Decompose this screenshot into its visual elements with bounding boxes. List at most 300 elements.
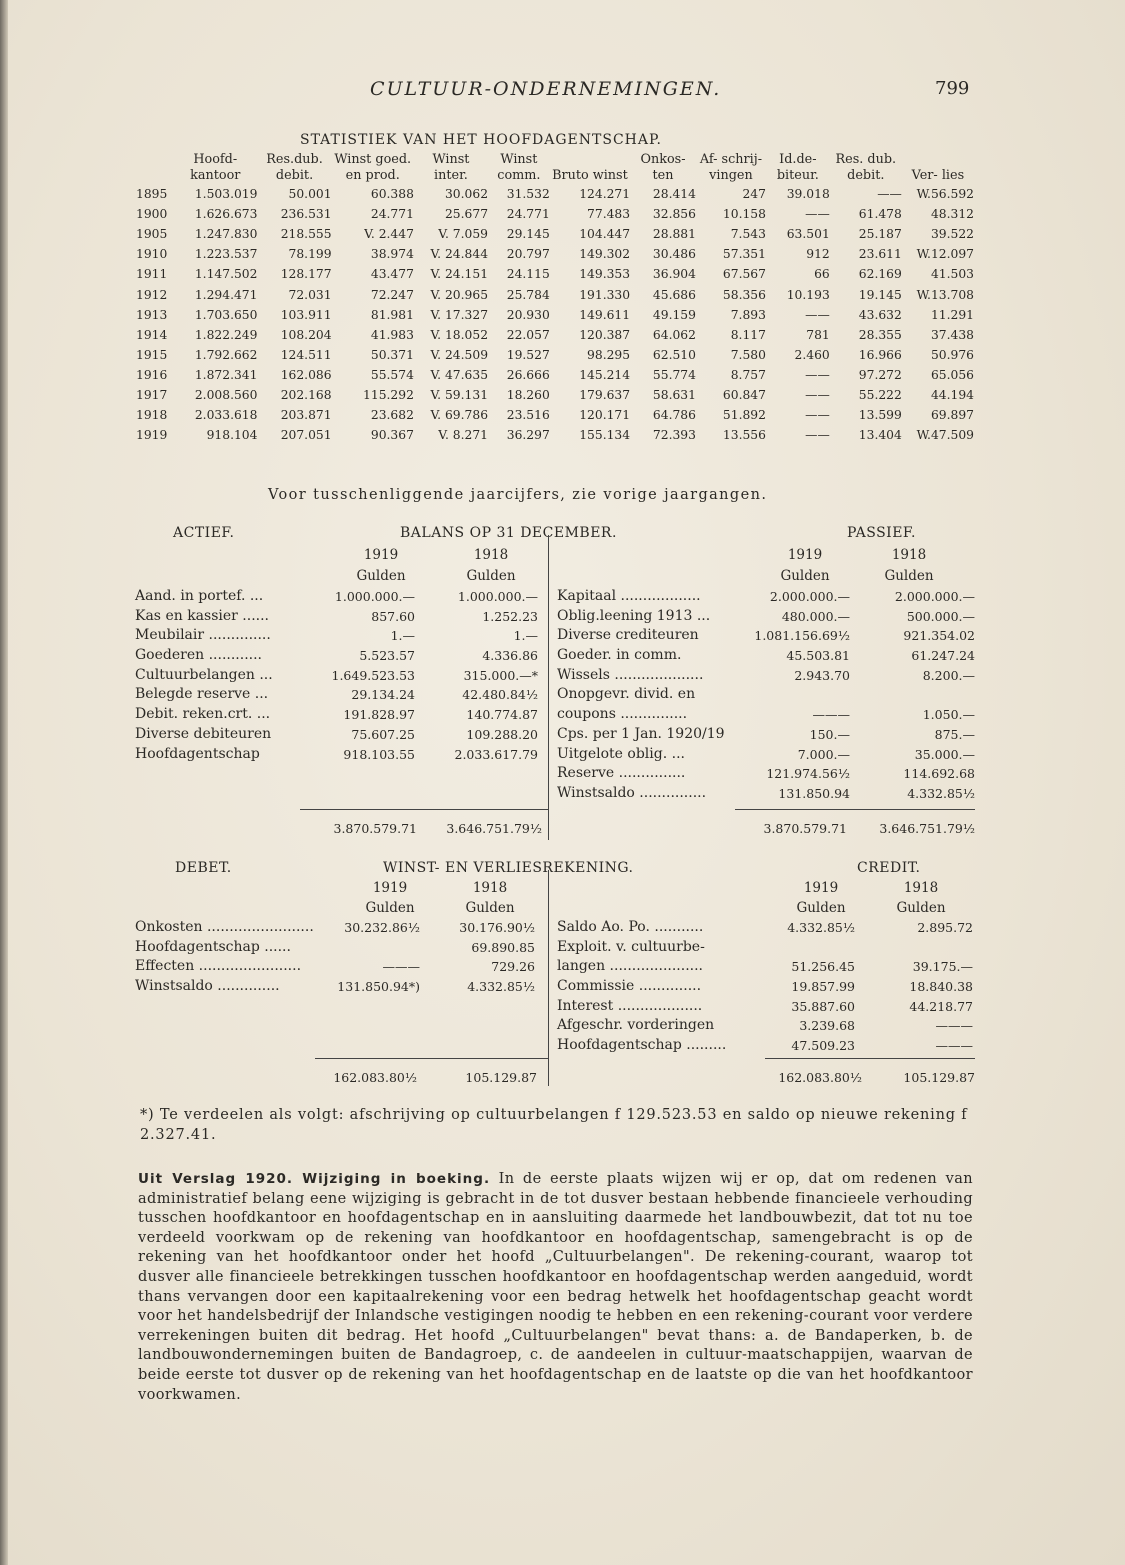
statistics-cell: 23.682 [370, 408, 414, 423]
passief-label: Onopgevr. divid. en [557, 686, 696, 703]
balance-center-rule [548, 535, 549, 840]
passief-row [557, 784, 975, 804]
balance-left-unit-1918: Gulden [466, 568, 516, 584]
statistics-cell: 162.086 [280, 367, 332, 382]
passief-label: Uitgelote oblig. ... [557, 745, 685, 762]
statistics-cell: W.56.592 [916, 187, 974, 202]
credit-value-1919: 35.887.60 [791, 998, 855, 1014]
statistics-year-cell: 1895 [136, 187, 168, 202]
passief-label: Winstsaldo ............... [557, 784, 707, 801]
statistics-year-cell: 1912 [136, 287, 168, 302]
statistics-cell: W.12.097 [916, 247, 974, 262]
actief-row [135, 626, 540, 646]
passief-label: Wissels .................... [557, 666, 704, 683]
passief-value-1918: 875.— [934, 726, 975, 742]
statistics-cell: —— [805, 387, 830, 402]
statistics-row [136, 264, 974, 284]
statistics-cell: 1.247.830 [194, 227, 258, 242]
passief-label: Oblig.leening 1913 ... [557, 607, 711, 624]
passief-row [557, 666, 975, 686]
statistics-cell: 41.503 [930, 267, 974, 282]
statistics-cell: 2.033.618 [194, 408, 258, 423]
passief-row [557, 745, 975, 765]
statistics-header-row [136, 152, 974, 184]
passief-value-1919: 45.503.81 [786, 648, 850, 664]
statistics-year-cell: 1905 [136, 227, 168, 242]
statistics-cell: 207.051 [280, 428, 332, 443]
statistics-cell: 149.302 [579, 247, 631, 262]
statistics-cell: 24.771 [370, 207, 414, 222]
statistics-cell: 10.158 [722, 207, 766, 222]
actief-label: Meubilair .............. [135, 627, 271, 644]
statistics-cell: 66 [814, 267, 830, 282]
statistics-cell: 57.351 [722, 247, 766, 262]
statistics-year-cell: 1910 [136, 247, 168, 262]
pl-left-total-1918: 105.129.87 [465, 1070, 537, 1085]
statistics-col-header: Id.de- biteur. [776, 152, 819, 183]
statistics-cell: 55.774 [652, 367, 696, 382]
statistics-cell: 13.556 [722, 428, 766, 443]
balance-right-year-1919: 1919 [787, 547, 823, 563]
actief-value-1919: 75.607.25 [351, 726, 415, 742]
statistics-cell: —— [805, 428, 830, 443]
statistics-row [136, 204, 974, 224]
passief-row [557, 705, 975, 725]
credit-value-1919: 19.857.99 [791, 979, 855, 995]
statistics-cell: 912 [806, 247, 830, 262]
balance-left-year-1919: 1919 [363, 547, 399, 563]
pl-left-total-1919: 162.083.80½ [333, 1070, 417, 1085]
statistics-cell: 31.532 [506, 187, 550, 202]
passief-value-1919: 480.000.— [781, 608, 850, 624]
passief-value-1919: 131.850.94 [778, 785, 850, 801]
statistics-cell: 23.516 [506, 408, 550, 423]
statistics-cell: 203.871 [280, 408, 332, 423]
pl-right-year-1919: 1919 [803, 880, 839, 896]
pl-left-unit-1918: Gulden [465, 900, 515, 916]
passief-value-1918: 114.692.68 [903, 766, 975, 782]
debet-value-1918: 30.176.90½ [459, 920, 535, 935]
statistics-cell: 36.297 [506, 428, 550, 443]
statistics-cell: 63.501 [786, 227, 830, 242]
credit-value-1919: 47.509.23 [791, 1038, 855, 1054]
statistics-col-header: Ver- lies [911, 168, 965, 183]
passief-row [557, 725, 975, 745]
pl-credit-rows [557, 918, 975, 1056]
statistics-cell: 7.893 [730, 307, 766, 322]
statistics-cell: 8.757 [730, 367, 766, 382]
debet-value-1918: 69.890.85 [471, 939, 535, 955]
statistics-title: STATISTIEK VAN HET HOOFDAGENTSCHAP. [300, 132, 663, 148]
passief-row [557, 607, 975, 627]
pl-right-unit-1919: Gulden [796, 900, 846, 916]
passief-value-1918: 500.000.— [906, 608, 975, 624]
statistics-cell: 44.194 [930, 387, 974, 402]
statistics-cell: V. 8.271 [438, 428, 489, 443]
balance-right-total-1919: 3.870.579.71 [763, 821, 847, 836]
pl-title: WINST- EN VERLIESREKENING. [383, 860, 634, 876]
statistics-year-cell: 1915 [136, 347, 168, 362]
statistics-cell: 2.460 [794, 347, 830, 362]
balance-right-year-1918: 1918 [891, 547, 927, 563]
statistics-cell: 149.353 [579, 267, 631, 282]
statistics-cell: 23.611 [858, 247, 902, 262]
statistics-cell: 202.168 [280, 387, 332, 402]
statistics-cell: 49.159 [652, 307, 696, 322]
passief-label: Cps. per 1 Jan. 1920/19 [557, 725, 725, 742]
statistics-year-cell: 1900 [136, 207, 168, 222]
statistics-cell: 55.222 [858, 387, 902, 402]
debet-row [135, 957, 540, 977]
balance-left-unit-1919: Gulden [356, 568, 406, 584]
statistics-cell: 7.543 [730, 227, 766, 242]
statistics-cell: 61.478 [858, 207, 902, 222]
credit-value-1919: 3.239.68 [799, 1018, 855, 1034]
debet-label: Effecten ....................... [135, 958, 302, 975]
statistics-table [136, 152, 974, 445]
statistics-col-header: Res. dub. debit. [835, 152, 897, 183]
debet-row [135, 938, 540, 958]
statistics-cell: 108.204 [280, 327, 332, 342]
statistics-cell: 149.611 [579, 307, 631, 322]
pl-center-rule [548, 870, 549, 1086]
actief-value-1918: 315.000.—* [463, 667, 538, 683]
debet-label: Hoofdagentschap ...... [135, 938, 291, 955]
statistics-cell: 22.057 [506, 327, 550, 342]
statistics-cell: 120.387 [579, 327, 631, 342]
statistics-cell: 60.847 [722, 387, 766, 402]
actief-value-1918: 4.336.86 [482, 648, 538, 664]
statistics-cell: 78.199 [288, 247, 332, 262]
statistics-cell: 1.626.673 [194, 207, 258, 222]
debet-row [135, 977, 540, 997]
credit-value-1919: 4.332.85½ [787, 920, 855, 935]
balance-sheet [135, 525, 975, 845]
statistics-cell: 13.404 [858, 428, 902, 443]
statistics-body [136, 184, 974, 445]
passief-value-1919: 121.974.56½ [766, 766, 850, 782]
statistics-cell: 72.031 [288, 287, 332, 302]
pl-left-unit-1919: Gulden [365, 900, 415, 916]
statistics-cell: 43.477 [370, 267, 414, 282]
statistics-cell: 50.976 [930, 347, 974, 362]
statistics-cell: —— [805, 207, 830, 222]
statistics-cell: 26.666 [506, 367, 550, 382]
actief-row [135, 685, 540, 705]
statistics-cell: V. 18.052 [430, 327, 489, 342]
statistics-cell: 55.574 [370, 367, 414, 382]
actief-label: Aand. in portef. ... [135, 588, 264, 604]
statistics-cell: 29.145 [506, 227, 550, 242]
passief-value-1918: 921.354.02 [903, 628, 975, 644]
statistics-cell: 11.291 [930, 307, 974, 322]
statistics-cell: V. 20.965 [430, 287, 489, 302]
statistics-cell: 7.580 [730, 347, 766, 362]
actief-value-1918: 1.000.000.— [457, 589, 538, 604]
credit-row [557, 918, 975, 938]
balance-left-total-1918: 3.646.751.79½ [446, 821, 542, 836]
statistics-cell: 43.632 [858, 307, 902, 322]
actief-value-1919: 918.103.55 [343, 746, 415, 762]
statistics-cell: 62.169 [858, 267, 902, 282]
statistics-cell: 24.115 [506, 267, 550, 282]
credit-row [557, 977, 975, 997]
actief-row [135, 725, 540, 745]
credit-value-1918: 18.840.38 [909, 979, 973, 995]
statistics-cell: V. 2.447 [364, 227, 414, 242]
actief-label: Kas en kassier ...... [135, 607, 269, 624]
statistics-cell: W.47.509 [916, 428, 974, 443]
pl-right-total-rule [765, 1058, 975, 1059]
passief-label: Goeder. in comm. [557, 647, 682, 664]
passief-value-1918: 35.000.— [914, 746, 975, 762]
balance-passief-caption: PASSIEF. [847, 525, 916, 541]
statistics-cell: 191.330 [579, 287, 631, 302]
statistics-cell: 115.292 [363, 387, 414, 402]
passief-label: coupons ............... [557, 706, 688, 723]
statistics-cell: 1.703.650 [194, 307, 258, 322]
statistics-cell: 30.486 [652, 247, 696, 262]
passief-value-1918: 4.332.85½ [907, 785, 975, 801]
statistics-cell: —— [877, 187, 902, 202]
balance-right-total-rule [735, 809, 975, 810]
actief-label: Cultuurbelangen ... [135, 666, 273, 683]
statistics-cell: 39.018 [786, 187, 830, 202]
statistics-cell: 65.056 [930, 367, 974, 382]
statistics-note: Voor tusschenliggende jaarcijfers, zie vorige jaargangen. [268, 487, 768, 503]
statistics-cell: V. 7.059 [438, 227, 489, 242]
statistics-cell: 28.355 [858, 327, 902, 342]
credit-value-1918: 44.218.77 [909, 998, 973, 1014]
statistics-cell: 90.367 [370, 428, 414, 443]
running-title: CULTUUR-ONDERNEMINGEN. [370, 78, 722, 100]
annual-report-excerpt [138, 1170, 973, 1405]
statistics-cell: 30.062 [444, 187, 489, 202]
statistics-cell: 781 [806, 327, 830, 342]
statistics-cell: 77.483 [587, 207, 631, 222]
passief-value-1918: 8.200.— [922, 667, 975, 683]
passief-row [557, 646, 975, 666]
report-heading: Uit Verslag 1920. Wijziging in boeking. [138, 1171, 491, 1187]
statistics-cell: 1.872.341 [194, 367, 258, 382]
page-number: 799 [935, 78, 970, 99]
statistics-cell: 67.567 [722, 267, 766, 282]
statistics-cell: 25.677 [444, 207, 489, 222]
actief-value-1918: 109.288.20 [466, 726, 538, 742]
passief-value-1919: 1.081.156.69½ [754, 628, 850, 644]
statistics-cell: 32.856 [652, 207, 696, 222]
passief-row [557, 626, 975, 646]
actief-value-1919: 29.134.24 [351, 687, 415, 703]
statistics-row [136, 184, 974, 204]
actief-label: Diverse debiteuren [135, 725, 272, 742]
statistics-col-header: Winst goed. en prod. [334, 152, 412, 183]
statistics-row [136, 365, 974, 385]
statistics-row [136, 305, 974, 325]
credit-label: Commissie .............. [557, 978, 702, 995]
statistics-cell: 19.145 [858, 287, 902, 302]
statistics-cell: 124.271 [579, 187, 631, 202]
statistics-col-header: Winst comm. [497, 152, 541, 183]
credit-label: Saldo Ao. Po. ........... [557, 919, 704, 935]
actief-label: Goederen ............ [135, 647, 262, 664]
passief-value-1918: 2.000.000.— [894, 589, 975, 604]
statistics-cell: 145.214 [579, 367, 631, 382]
actief-value-1918: 42.480.84½ [462, 687, 538, 703]
credit-row [557, 1016, 975, 1036]
statistics-col-header [136, 152, 173, 184]
statistics-col-header: Res.dub. debit. [266, 152, 323, 183]
pl-right-total-1918: 105.129.87 [903, 1070, 975, 1085]
statistics-row [136, 425, 974, 445]
statistics-cell: 120.171 [579, 408, 631, 423]
statistics-cell: 28.414 [652, 187, 696, 202]
credit-label: Afgeschr. vorderingen [557, 1017, 715, 1034]
pl-debet-caption: DEBET. [175, 860, 232, 876]
statistics-cell: 2.008.560 [194, 387, 258, 402]
statistics-row [136, 325, 974, 345]
statistics-cell: W.13.708 [916, 287, 974, 302]
passief-value-1919: ——— [812, 707, 850, 723]
debet-value-1919: 30.232.86½ [344, 920, 420, 935]
statistics-cell: 97.272 [858, 367, 902, 382]
pl-right-year-1918: 1918 [903, 880, 939, 896]
debet-value-1919: 131.850.94*) [337, 979, 420, 995]
statistics-cell: —— [805, 307, 830, 322]
statistics-row [136, 345, 974, 365]
actief-label: Hoofdagentschap [135, 745, 260, 762]
statistics-cell: 25.187 [858, 227, 902, 242]
actief-label: Debit. reken.crt. ... [135, 706, 271, 723]
statistics-cell: 64.062 [652, 327, 696, 342]
statistics-cell: 247 [742, 187, 766, 202]
statistics-year-cell: 1919 [136, 428, 168, 443]
actief-row [135, 745, 540, 765]
actief-value-1919: 857.60 [371, 608, 415, 624]
statistics-cell: 28.881 [652, 227, 696, 242]
statistics-col-header: Onkos- ten [640, 152, 686, 183]
statistics-col-header: Af- schrij- vingen [699, 152, 763, 183]
statistics-cell: 1.503.019 [194, 187, 258, 202]
credit-value-1919: 51.256.45 [791, 959, 855, 975]
actief-value-1919: 1.000.000.— [334, 589, 415, 604]
statistics-cell: 72.247 [370, 287, 414, 302]
statistics-cell: 72.393 [652, 428, 696, 443]
statistics-year-cell: 1916 [136, 367, 168, 382]
pl-left-total-rule [315, 1058, 548, 1059]
statistics-cell: 48.312 [930, 207, 974, 222]
statistics-cell: 58.356 [722, 287, 766, 302]
statistics-cell: 1.223.537 [194, 247, 258, 262]
statistics-cell: 13.599 [858, 408, 902, 423]
footnote: *) Te verdeelen als volgt: afschrijving op cultuurbelangen f 129.523.53 en saldo op nieuwe rekening f 2.327.41. [140, 1107, 968, 1143]
passief-label: Kapitaal .................. [557, 588, 701, 604]
statistics-cell: 103.911 [280, 307, 332, 322]
statistics-cell: 98.295 [587, 347, 631, 362]
statistics-cell: 50.001 [288, 187, 332, 202]
statistics-cell: 45.686 [652, 287, 696, 302]
statistics-year-cell: 1918 [136, 408, 168, 423]
statistics-cell: 24.771 [506, 207, 550, 222]
pl-left-year-1918: 1918 [472, 880, 508, 896]
statistics-cell: 918.104 [206, 428, 258, 443]
actief-value-1919: 1.649.523.53 [331, 667, 415, 683]
credit-label: Hoofdagentschap ......... [557, 1037, 727, 1054]
credit-label: Exploit. v. cultuurbe- [557, 938, 705, 955]
credit-value-1918: ——— [935, 1038, 973, 1054]
statistics-cell: V. 69.786 [430, 408, 489, 423]
statistics-cell: 20.930 [506, 307, 550, 322]
statistics-cell: —— [805, 408, 830, 423]
statistics-cell: 62.510 [652, 347, 696, 362]
statistics-cell: 64.786 [652, 408, 696, 423]
passief-value-1919: 2.000.000.— [769, 589, 850, 604]
actief-value-1918: 2.033.617.79 [454, 746, 538, 762]
statistics-year-cell: 1913 [136, 307, 168, 322]
statistics-row [136, 224, 974, 244]
pl-right-unit-1918: Gulden [896, 900, 946, 916]
debet-value-1918: 4.332.85½ [467, 979, 535, 995]
statistics-cell: 218.555 [280, 227, 332, 242]
balance-right-total-1918: 3.646.751.79½ [879, 821, 975, 836]
statistics-col-header: Winst inter. [432, 152, 470, 183]
statistics-cell: 60.388 [370, 187, 414, 202]
statistics-cell: V. 24.509 [430, 347, 489, 362]
statistics-cell: 20.797 [506, 247, 550, 262]
statistics-cell: 128.177 [280, 267, 332, 282]
passief-row [557, 587, 975, 607]
actief-row [135, 587, 540, 607]
statistics-row [136, 244, 974, 264]
actief-row [135, 607, 540, 627]
statistics-cell: 16.966 [858, 347, 902, 362]
passief-label: Diverse crediteuren [557, 627, 699, 644]
debet-value-1919: ——— [382, 959, 420, 975]
statistics-cell: 104.447 [579, 227, 631, 242]
pl-debet-rows [135, 918, 540, 997]
statistics-year-cell: 1917 [136, 387, 168, 402]
statistics-row [136, 385, 974, 405]
balance-left-total-rule [300, 809, 548, 810]
actief-label: Belegde reserve ... [135, 686, 269, 703]
passief-row [557, 685, 975, 705]
statistics-cell: —— [805, 367, 830, 382]
statistics-cell: 19.527 [506, 347, 550, 362]
pl-credit-caption: CREDIT. [857, 860, 921, 876]
statistics-cell: 37.438 [930, 327, 974, 342]
statistics-cell: 39.522 [930, 227, 974, 242]
statistics-cell: 1.294.471 [194, 287, 258, 302]
credit-value-1918: 2.895.72 [917, 920, 973, 935]
credit-value-1918: ——— [935, 1018, 973, 1034]
credit-value-1918: 39.175.— [912, 959, 973, 975]
statistics-row [136, 405, 974, 425]
actief-value-1919: 191.828.97 [343, 707, 415, 723]
statistics-cell: 179.637 [579, 387, 631, 402]
balance-passief-rows [557, 587, 975, 804]
statistics-col-header: Hoofd- kantoor [190, 152, 241, 183]
statistics-cell: 8.117 [730, 327, 766, 342]
profit-loss-account [135, 860, 975, 1095]
credit-label: langen ..................... [557, 958, 704, 975]
statistics-cell: 236.531 [280, 207, 332, 222]
credit-row [557, 957, 975, 977]
statistics-cell: 25.784 [506, 287, 550, 302]
debet-row [135, 918, 540, 938]
statistics-cell: V. 24.151 [430, 267, 489, 282]
balance-actief-rows [135, 587, 540, 764]
statistics-cell: 58.631 [652, 387, 696, 402]
